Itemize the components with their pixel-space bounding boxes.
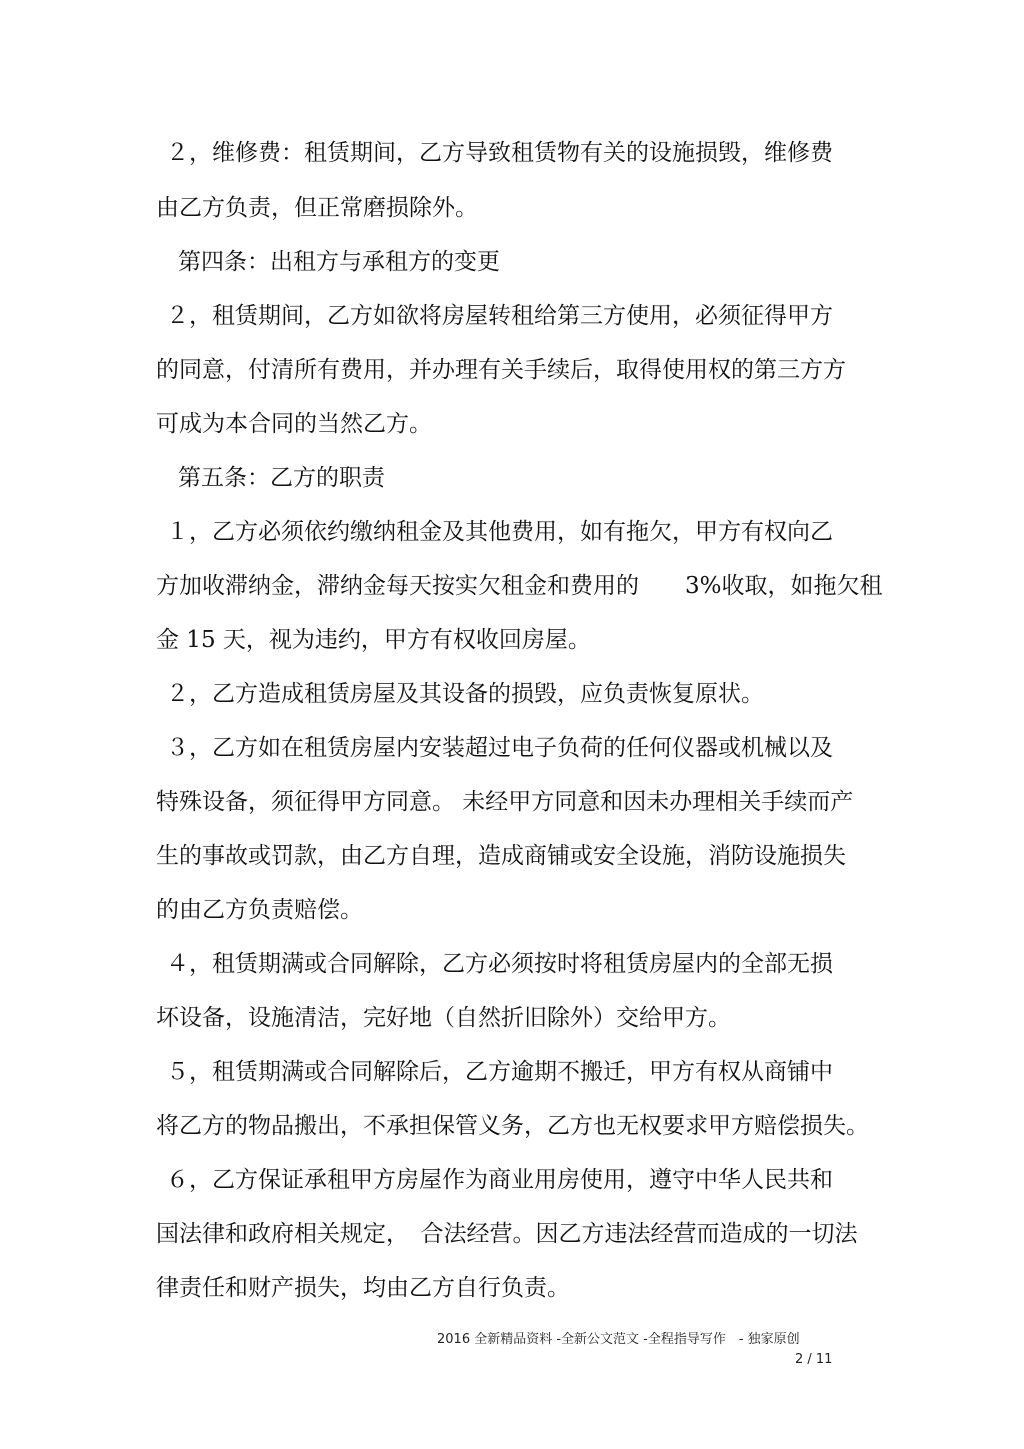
paragraph-line: 生的事故或罚款，由乙方自理，造成商铺或安全设施，消防设施损失 (156, 843, 846, 869)
paragraph-line: ４，租赁期满或合同解除，乙方必须按时将租赁房屋内的全部无损 (166, 951, 833, 977)
paragraph-line: ５，租赁期满或合同解除后，乙方逾期不搬迁，甲方有权从商铺中 (166, 1059, 833, 1085)
paragraph-line: ３，乙方如在租赁房屋内安装超过电子负荷的任何仪器或机械以及 (166, 735, 833, 761)
paragraph-line: 律责任和财产损失，均由乙方自行负责。 (156, 1275, 570, 1301)
paragraph-line: 坏设备，设施清洁，完好地（自然折旧除外）交给甲方。 (156, 1005, 731, 1031)
paragraph-line: １，乙方必须依约缴纳租金及其他费用，如有拖欠，甲方有权向乙 (166, 519, 833, 545)
paragraph-line: 特殊设备，须征得甲方同意。 未经甲方同意和因未办理相关手续而产 (156, 789, 854, 815)
paragraph-line: ２，乙方造成租赁房屋及其设备的损毁，应负责恢复原状。 (166, 681, 764, 707)
paragraph-line: ２，租赁期间，乙方如欲将房屋转租给第三方使用，必须征得甲方 (166, 303, 833, 329)
paragraph-line: ６，乙方保证承租甲方房屋作为商业用房使用，遵守中华人民共和 (166, 1167, 833, 1193)
paragraph-line: 由乙方负责，但正常磨损除外。 (156, 195, 478, 221)
paragraph-line: 方加收滞纳金，滞纳金每天按实欠租金和费用的 3%收取，如拖欠租 (156, 573, 883, 599)
page-number: 2 / 11 (795, 1352, 833, 1367)
paragraph-line: 将乙方的物品搬出，不承担保管义务，乙方也无权要求甲方赔偿损失。 (156, 1113, 869, 1139)
paragraph-line: 可成为本合同的当然乙方。 (156, 411, 432, 437)
paragraph-line: 的由乙方负责赔偿。 (156, 897, 363, 923)
paragraph-line: 国法律和政府相关规定， 合法经营。因乙方违法经营而造成的一切法 (156, 1221, 858, 1247)
paragraph-line: 的同意，付清所有费用，并办理有关手续后，取得使用权的第三方方 (156, 357, 846, 383)
paragraph-line: 金 15 天，视为违约，甲方有权收回房屋。 (156, 627, 591, 653)
footer-tagline: 2016 全新精品资料 -全新公文范文 -全程指导写作 - 独家原创 (437, 1332, 800, 1347)
section-heading: 第四条：出租方与承租方的变更 (178, 249, 500, 275)
paragraph-line: ２，维修费：租赁期间，乙方导致租赁物有关的设施损毁，维修费 (166, 140, 833, 166)
section-heading: 第五条：乙方的职责 (178, 465, 385, 491)
